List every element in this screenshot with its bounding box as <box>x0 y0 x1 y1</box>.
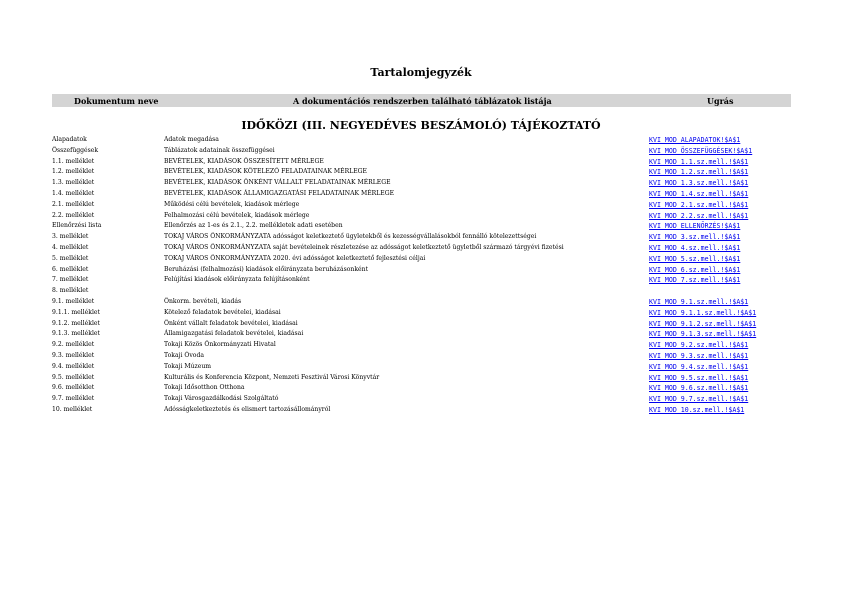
toc-row <box>52 232 812 243</box>
table-description: Ellenőrzés az 1-es és 2.1., 2.2. mellékletek adati esetében <box>164 222 343 230</box>
document-name: 8. melléklet <box>52 287 89 295</box>
toc-row <box>52 362 812 373</box>
table-header <box>52 94 791 107</box>
toc-row <box>52 308 812 319</box>
document-name: 2.2. melléklet <box>52 211 95 219</box>
table-description: Beruházási (felhalmozási) kiadások előirányzata beruházásonként <box>164 265 369 273</box>
jump-link[interactable]: KVI_MOD_9.4.sz.mell.!$A$1 <box>649 362 749 371</box>
toc-row <box>52 297 812 308</box>
document-name: 9.1.3. melléklet <box>52 330 100 338</box>
table-description: Felhalmozási célú bevételek, kiadások mérlege <box>164 211 310 219</box>
jump-link[interactable]: KVI_MOD_ELLENŐRZÉS!$A$1 <box>649 222 741 231</box>
toc-row <box>52 167 812 178</box>
document-name: 10. melléklet <box>52 405 93 413</box>
table-description: Önkorm. bevételi, kiadás <box>164 297 242 305</box>
document-name: 9.4. melléklet <box>52 362 95 370</box>
table-description: BEVÉTELEK, KIADÁSOK ÁLLAMIGAZGATÁSI FELADATAINAK MÉRLEGE <box>164 189 395 197</box>
toc-row <box>52 383 812 394</box>
document-name: Összefüggések <box>52 146 99 154</box>
header-document-name: Dokumentum neve <box>74 96 159 106</box>
toc-row <box>52 340 812 351</box>
jump-link[interactable]: KVI_MOD_1.3.sz.mell.!$A$1 <box>649 179 749 188</box>
document-name: Alapadatok <box>52 136 87 143</box>
document-name: 9.1.2. melléklet <box>52 319 100 327</box>
toc-row <box>52 221 812 232</box>
toc-row <box>52 157 812 168</box>
table-description: Adatok megadása <box>164 136 219 143</box>
jump-link[interactable]: KVI_MOD_1.4.sz.mell.!$A$1 <box>649 189 749 198</box>
table-description: Kulturális és Konferencia Központ, Nemzeti Fesztivál Városi Könyvtár <box>164 373 380 381</box>
table-description: Tokaji Közös Önkormányzati Hivatal <box>164 341 276 349</box>
jump-link[interactable]: KVI_MOD_2.1.sz.mell.!$A$1 <box>649 200 749 209</box>
toc-row <box>52 200 812 211</box>
table-description: BEVÉTELEK, KIADÁSOK ÖNKÉNT VÁLLALT FELADATAINAK MÉRLEGE <box>164 179 391 187</box>
table-description: Tokaji Múzeum <box>164 362 212 370</box>
toc-row <box>52 286 812 297</box>
document-name: 9.6. melléklet <box>52 384 95 392</box>
table-description: Államigazgatási feladatok bevételei, kiadásai <box>164 330 304 338</box>
document-name: 9.1.1. melléklet <box>52 308 100 316</box>
page-title: Tartalomjegyzék <box>370 66 472 79</box>
toc-row <box>52 243 812 254</box>
jump-link[interactable]: KVI_MOD_5.sz.mell.!$A$1 <box>649 254 741 263</box>
document-name: 1.1. melléklet <box>52 157 95 165</box>
table-description: Felújítási kiadások előirányzata felújításonként <box>164 276 310 284</box>
toc-row <box>52 405 812 416</box>
document-name: 2.1. melléklet <box>52 200 95 208</box>
section-title: IDŐKÖZI (III. NEGYEDÉVES BESZÁMOLÓ) TÁJÉKOZTATÓ <box>241 119 601 132</box>
table-description: Működési célú bevételek, kiadások mérlege <box>164 200 300 208</box>
jump-link[interactable]: KVI_MOD_ÖSSZEFÜGGÉSEK!$A$1 <box>649 146 753 155</box>
document-name: 1.3. melléklet <box>52 179 95 187</box>
toc-row <box>52 319 812 330</box>
table-description: Tokaji Idősotthon Otthona <box>164 384 245 392</box>
document-name: 9.3. melléklet <box>52 351 95 359</box>
toc-row <box>52 135 812 146</box>
table-description: Táblázatok adatainak összefüggései <box>164 146 275 154</box>
jump-link[interactable]: KVI_MOD_9.6.sz.mell.!$A$1 <box>649 384 749 393</box>
document-name: 6. melléklet <box>52 265 89 273</box>
table-description: Önként vállalt feladatok bevételei, kiadásai <box>164 319 298 327</box>
jump-link[interactable]: KVI_MOD_9.1.2.sz.mell.!$A$1 <box>649 319 757 328</box>
toc-row <box>52 265 812 276</box>
document-name: 9.5. melléklet <box>52 373 95 381</box>
toc-row <box>52 351 812 362</box>
table-description: TOKAJ VÁROS ÖNKORMÁNYZATA saját bevételeinek részletezése az adósságot keletkeztető ügyletből származó tárgyévi fizetési <box>164 243 564 251</box>
table-description: TOKAJ VÁROS ÖNKORMÁNYZATA adósságot keletkeztető ügyletekből és kezességvállalásokból fennálló kötelezettségei <box>164 233 537 241</box>
jump-link[interactable]: KVI_MOD_4.sz.mell.!$A$1 <box>649 243 741 252</box>
toc-list <box>52 135 812 416</box>
jump-link[interactable]: KVI_MOD_ALAPADATOK!$A$1 <box>649 136 741 144</box>
jump-link[interactable]: KVI_MOD_2.2.sz.mell.!$A$1 <box>649 211 749 220</box>
toc-row <box>52 394 812 405</box>
table-description: TOKAJ VÁROS ÖNKORMÁNYZATA 2020. évi adósságot keletkeztető fejlesztési céljai <box>164 254 426 262</box>
table-description: Tokaji Óvoda <box>164 351 205 359</box>
document-name: 7. melléklet <box>52 276 89 284</box>
table-description: BEVÉTELEK, KIADÁSOK KÖTELEZŐ FELADATAINAK MÉRLEGE <box>164 168 368 176</box>
jump-link[interactable]: KVI_MOD_9.1.1.sz.mell.!$A$1 <box>649 308 757 317</box>
jump-link[interactable]: KVI_MOD_1.2.sz.mell.!$A$1 <box>649 168 749 177</box>
jump-link[interactable]: KVI_MOD_9.1.3.sz.mell.!$A$1 <box>649 330 757 339</box>
jump-link[interactable]: KVI_MOD_10.sz.mell.!$A$1 <box>649 405 745 414</box>
toc-row <box>52 146 812 157</box>
document-name: 5. melléklet <box>52 254 89 262</box>
document-name: 9.2. melléklet <box>52 341 95 349</box>
toc-row <box>52 373 812 384</box>
jump-link[interactable]: KVI_MOD_1.1.sz.mell.!$A$1 <box>649 157 749 166</box>
toc-row <box>52 275 812 286</box>
document-name: Ellenőrzési lista <box>52 222 102 230</box>
document-name: 4. melléklet <box>52 243 89 251</box>
jump-link[interactable]: KVI_MOD_9.1.sz.mell.!$A$1 <box>649 297 749 306</box>
jump-link[interactable]: KVI_MOD_9.7.sz.mell.!$A$1 <box>649 395 749 404</box>
document-name: 1.4. melléklet <box>52 189 95 197</box>
table-description: Tokaji Városgazdálkodási Szolgáltató <box>164 395 279 403</box>
header-table-list: A dokumentációs rendszerben található táblázatok listája <box>293 96 552 106</box>
jump-link[interactable]: KVI_MOD_6.sz.mell.!$A$1 <box>649 265 741 274</box>
document-name: 9.7. melléklet <box>52 395 95 403</box>
table-description: Adósságkeletkeztetés és elismert tartozásállományról <box>164 405 331 413</box>
toc-row <box>52 178 812 189</box>
jump-link[interactable]: KVI_MOD_3.sz.mell.!$A$1 <box>649 233 741 242</box>
document-name: 9.1. melléklet <box>52 297 95 305</box>
document-name: 3. melléklet <box>52 233 89 241</box>
jump-link[interactable]: KVI_MOD_9.5.sz.mell.!$A$1 <box>649 373 749 382</box>
jump-link[interactable]: KVI_MOD_9.2.sz.mell.!$A$1 <box>649 341 749 350</box>
toc-row <box>52 211 812 222</box>
toc-row <box>52 189 812 200</box>
toc-row <box>52 329 812 340</box>
jump-link[interactable]: KVI_MOD_7.sz.mell.!$A$1 <box>649 276 741 285</box>
jump-link[interactable]: KVI_MOD_9.3.sz.mell.!$A$1 <box>649 351 749 360</box>
header-jump: Ugrás <box>707 96 734 106</box>
document-name: 1.2. melléklet <box>52 168 95 176</box>
table-description: Kötelező feladatok bevételei, kiadásai <box>164 308 281 316</box>
table-description: BEVÉTELEK, KIADÁSOK ÖSSZESÍTETT MÉRLEGE <box>164 157 324 165</box>
toc-row <box>52 254 812 265</box>
